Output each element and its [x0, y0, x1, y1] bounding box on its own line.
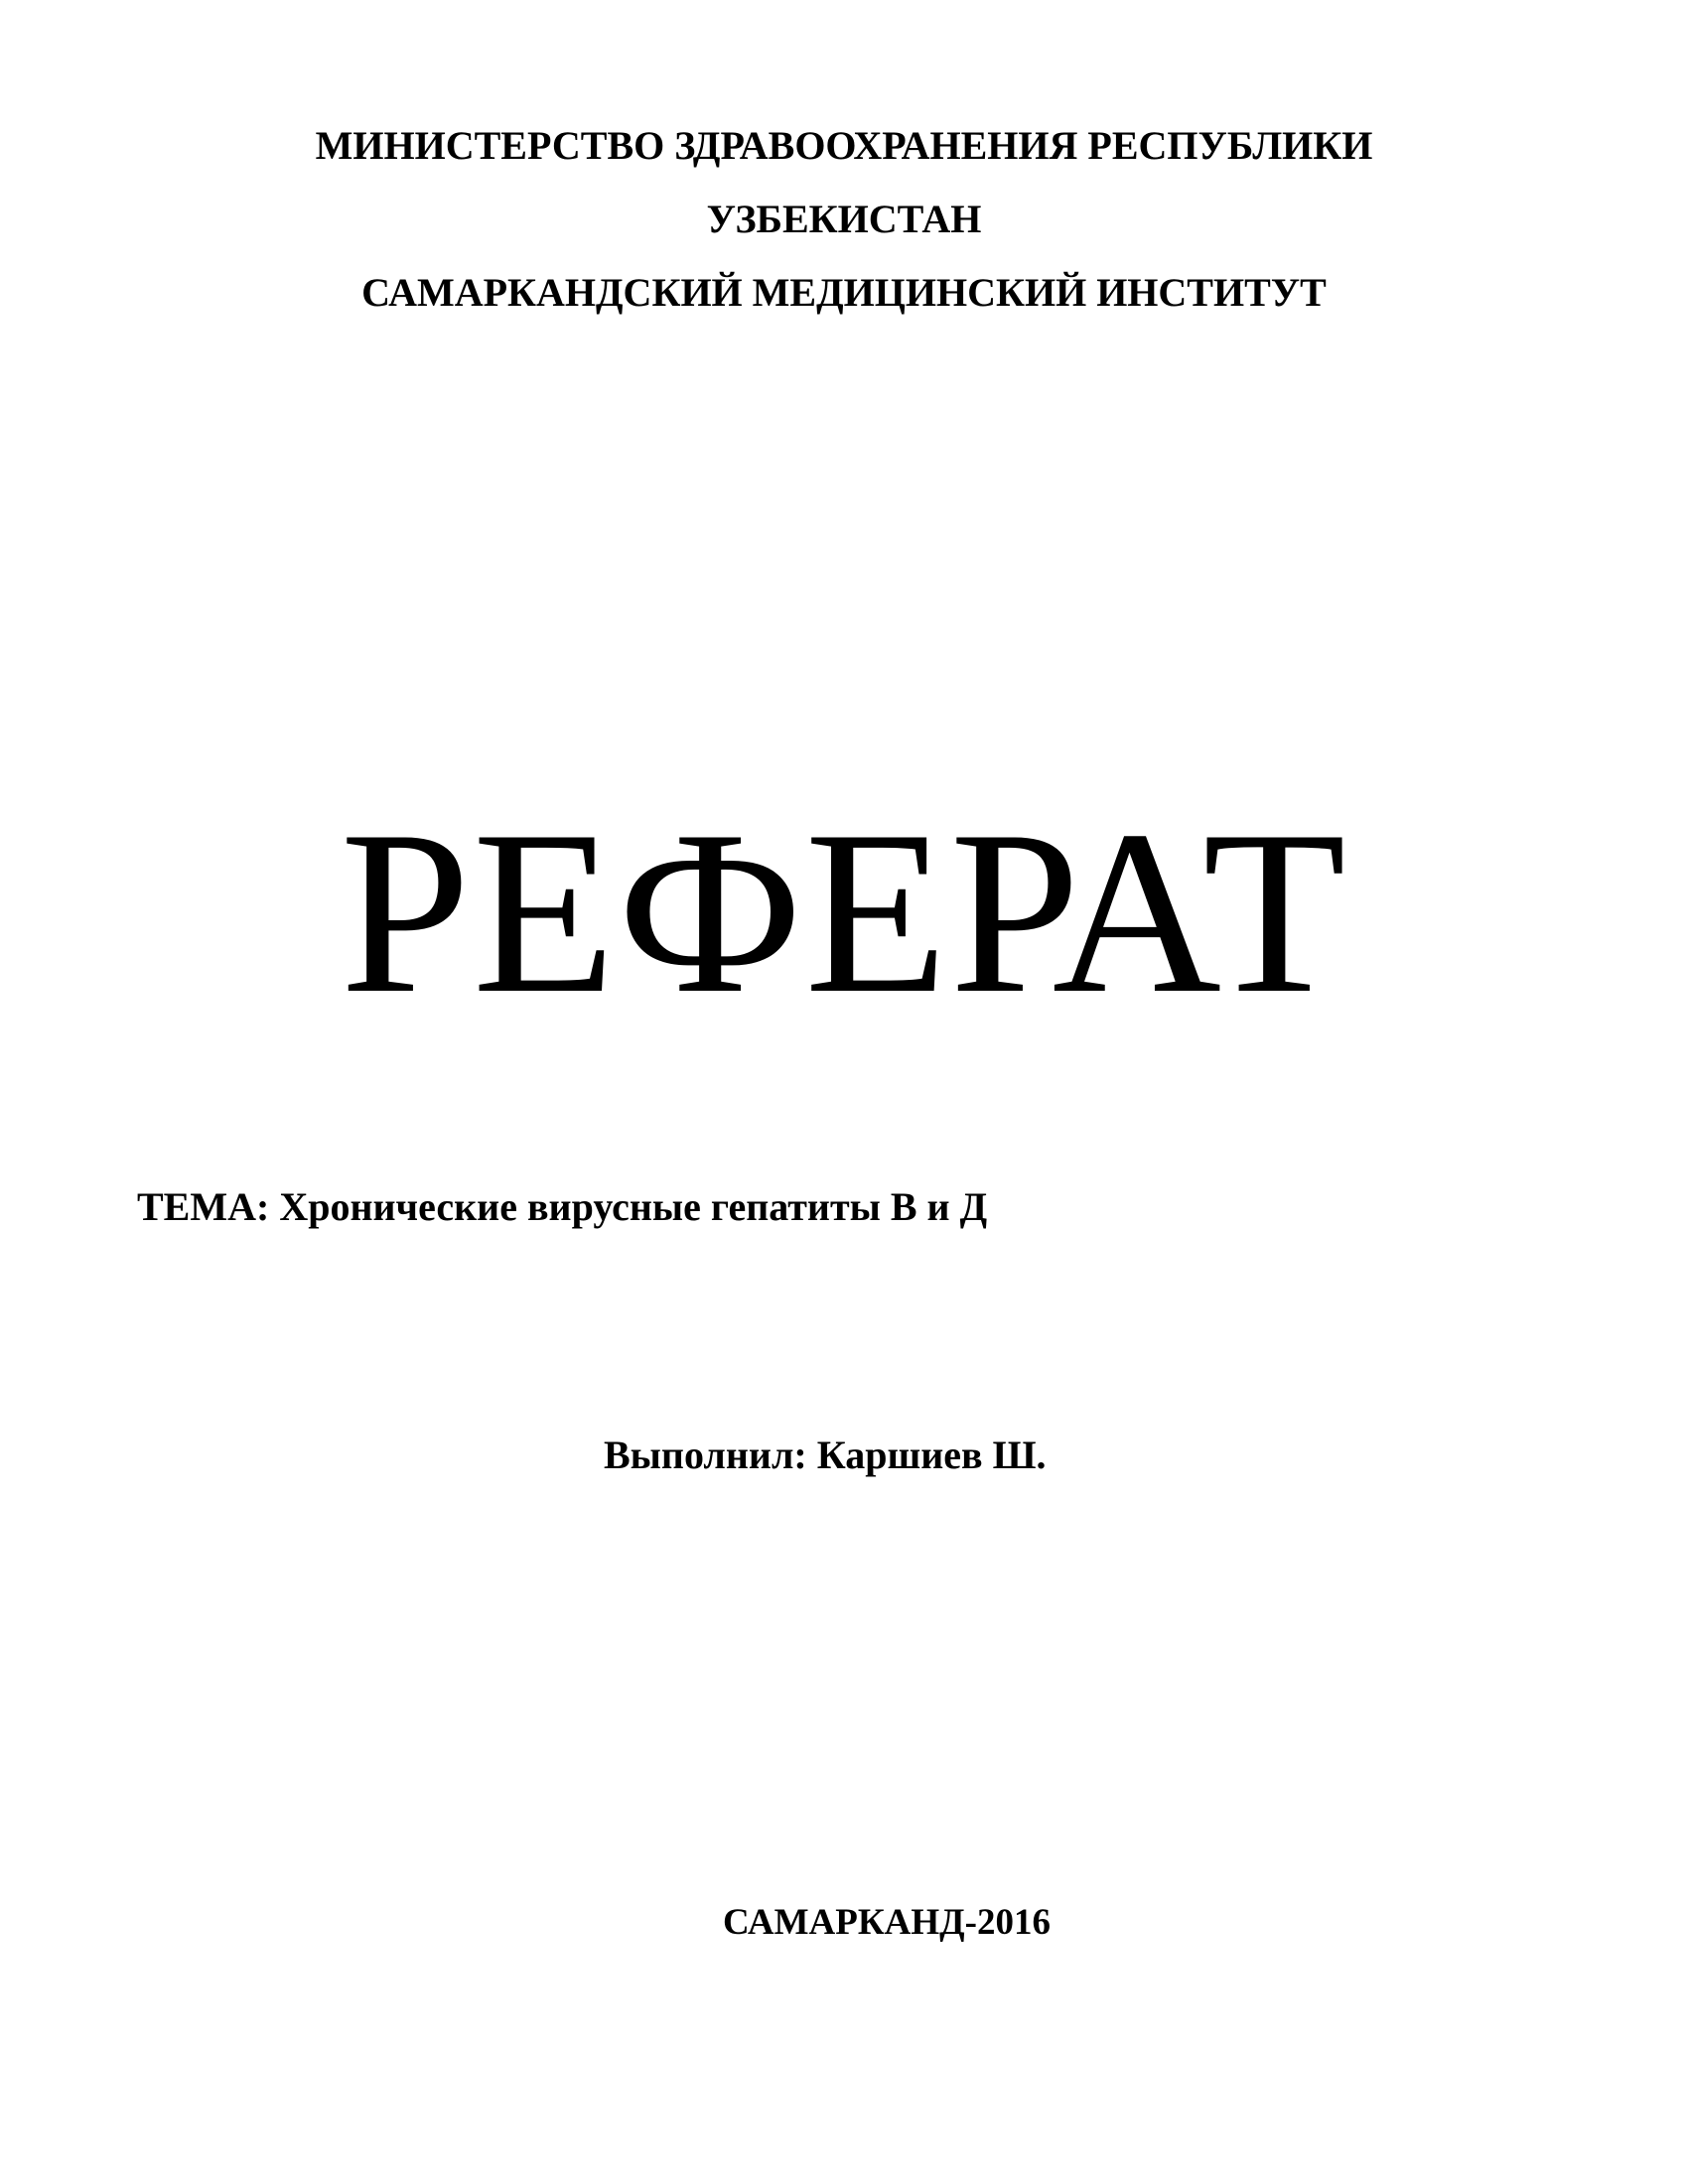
- header-line-country: УЗБЕКИСТАН: [706, 197, 982, 241]
- institution-header: [0, 109, 1688, 330]
- author-line: Выполнил: Каршиев Ш.: [604, 1433, 1047, 1477]
- topic-line: ТЕМА: Хронические вирусные гепатиты В и Д: [137, 1184, 988, 1229]
- header-line-ministry: МИНИСТЕРСТВО ЗДРАВООХРАНЕНИЯ РЕСПУБЛИКИ: [315, 123, 1373, 168]
- document-type-title: РЕФЕРАТ: [340, 783, 1348, 1042]
- header-line-institute: САМАРКАНДСКИЙ МЕДИЦИНСКИЙ ИНСТИТУТ: [361, 270, 1327, 315]
- city-year: САМАРКАНД-2016: [723, 1902, 1051, 1943]
